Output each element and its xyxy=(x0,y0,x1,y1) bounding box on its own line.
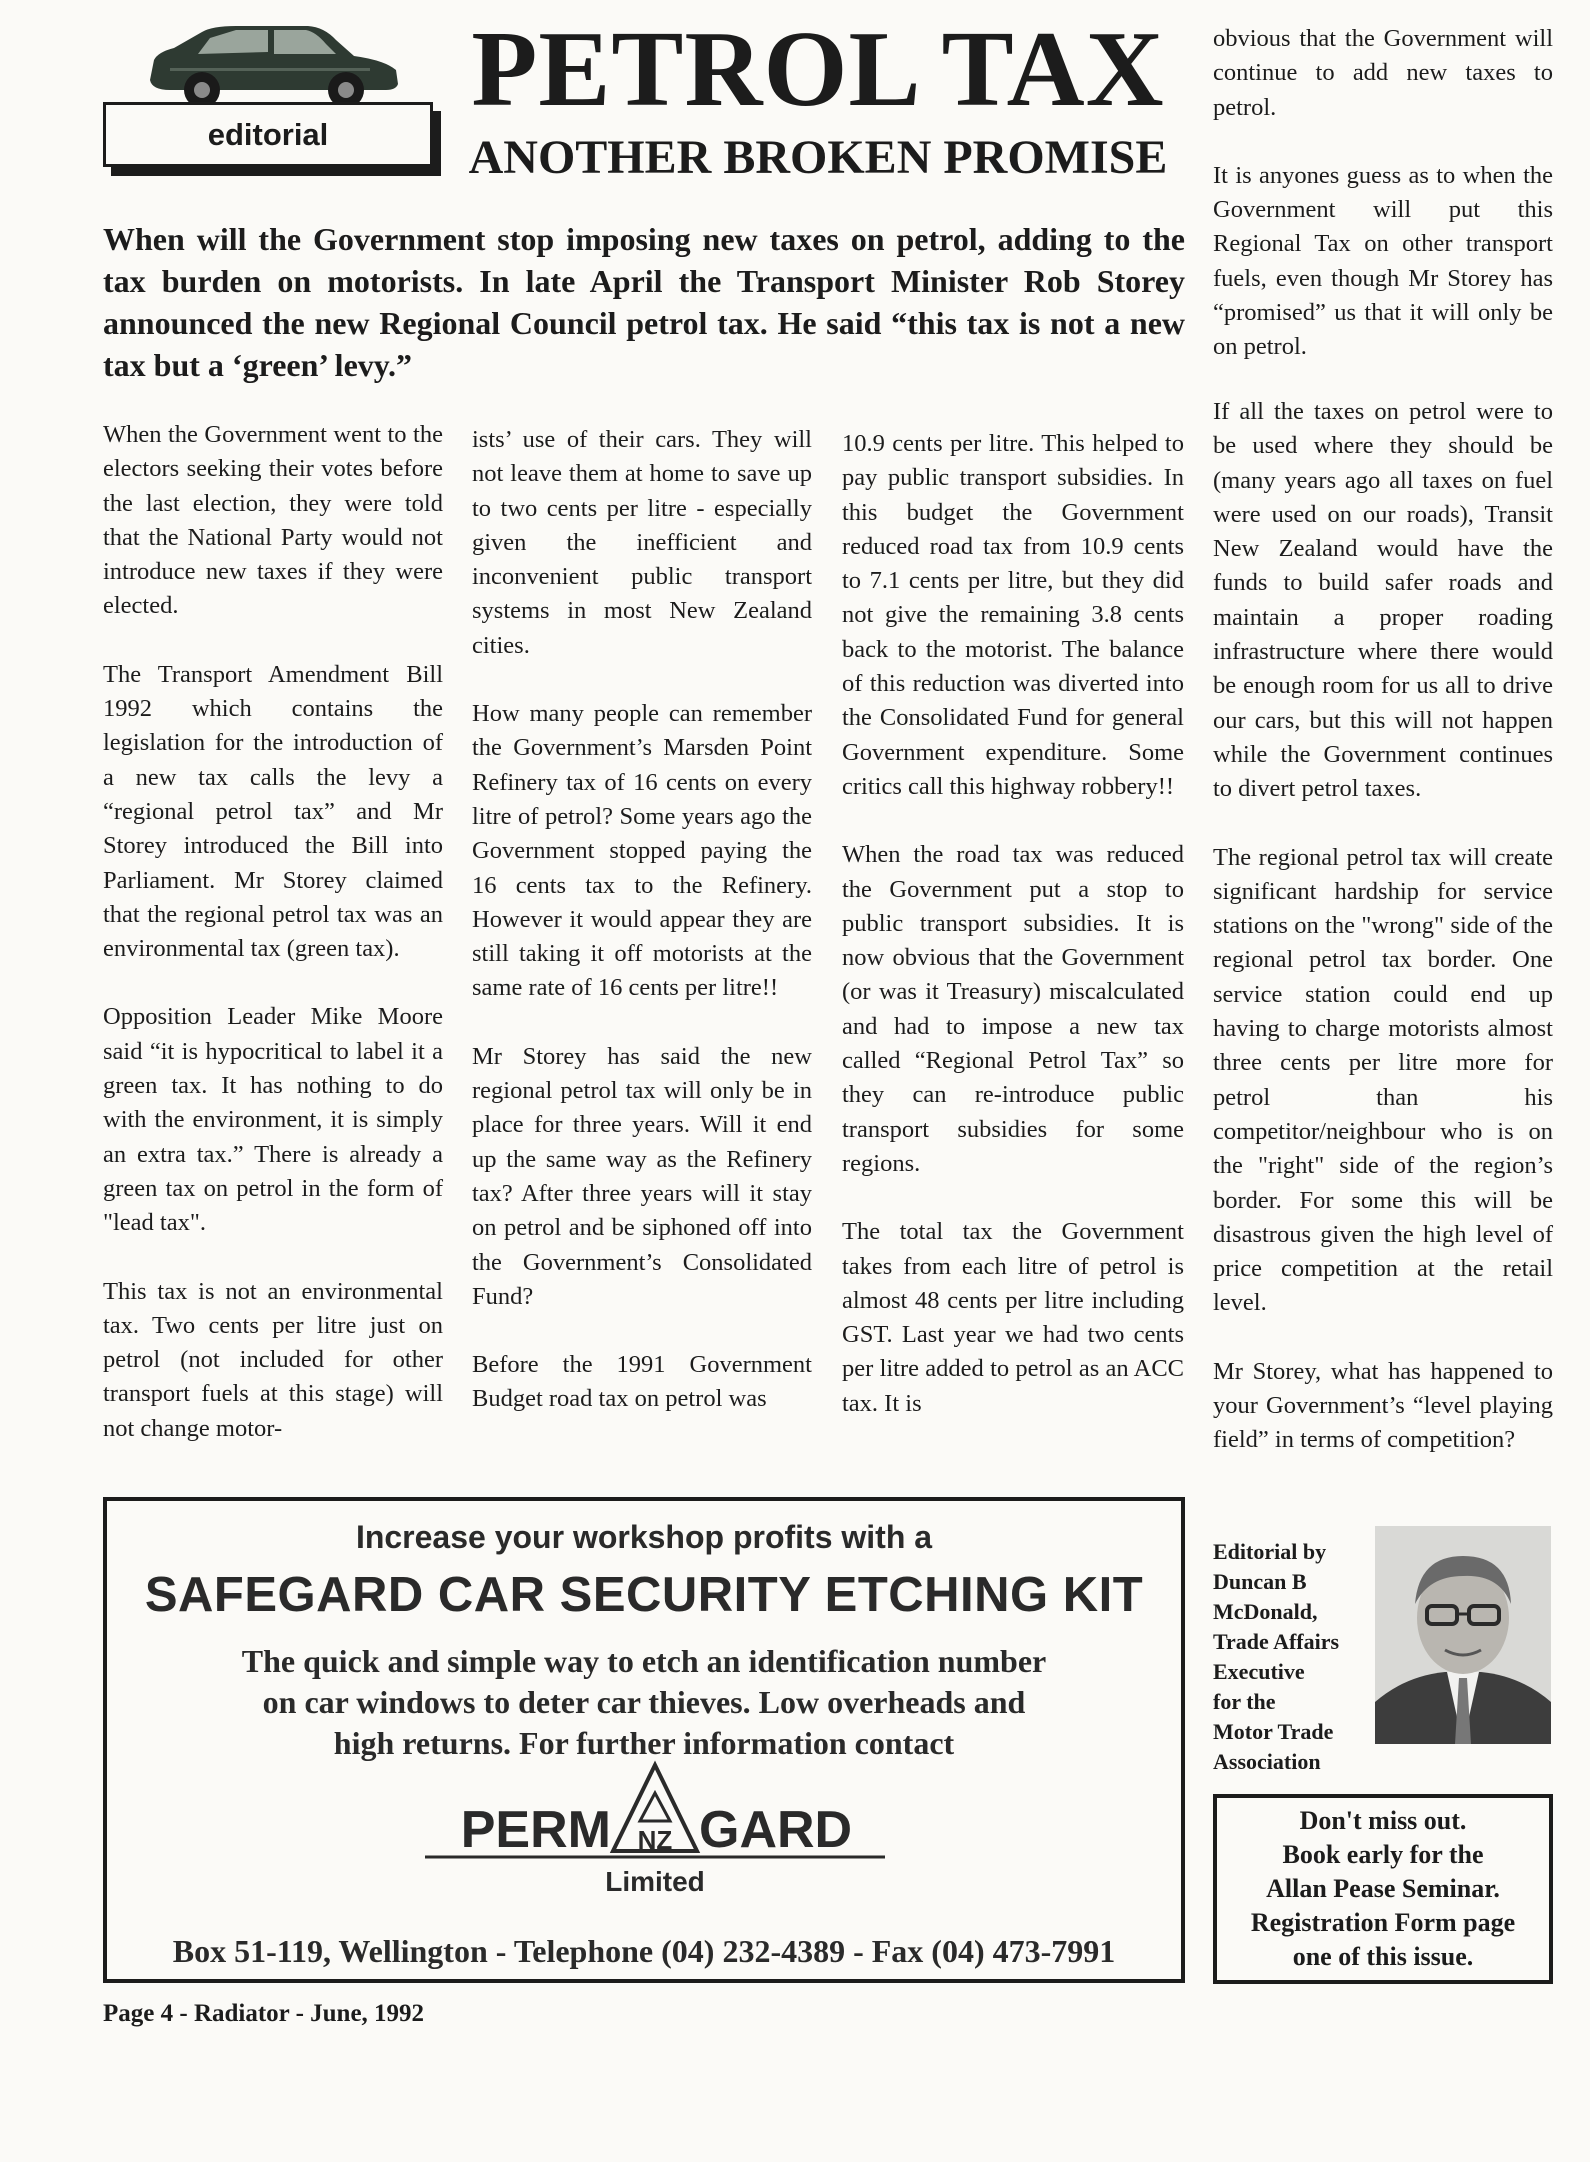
byline-line: Editorial by xyxy=(1213,1539,1327,1564)
headline: PETROL TAX xyxy=(471,10,1165,129)
paragraph: Before the 1991 Government Budget road tax on petrol was xyxy=(472,1351,812,1413)
ad-tagline: Increase your workshop profits with a xyxy=(355,1519,933,1555)
article-column-3 xyxy=(842,427,1184,1421)
seminar-promo-box xyxy=(1213,1794,1553,1984)
logo-text-right: GARD xyxy=(699,1801,853,1859)
paragraph: Opposition Leader Mike Moore said “it is hypocritical to label it a green tax. It has nothing to do with the environment, it is simply an extra tax.” There is already a green tax on petrol in the form of "lead tax". xyxy=(103,1003,443,1237)
paragraph: How many people can remember the Government’s Marsden Point Refinery tax of 16 cents on every litre of petrol? Some years ago the Government stopped paying the 16 cents tax to the Refinery. However it would appear they are still taking it off motorists at the same rate of 16 cents per litre!! xyxy=(472,700,812,1002)
paragraph: The regional petrol tax will create significant hardship for service stations on the "wrong" side of the regional petrol tax border. One service station could end up having to charge motorists almost three cents per litre more for petrol than his competitor/neighbour who is on the "right" side of the region’s border. For some this will be disastrous given the high level of price competition at the retail level. xyxy=(1213,843,1553,1317)
intro-paragraph: When will the Government stop imposing new taxes on petrol, adding to the tax burden on motorists. In late April the Transport Minister Rob Storey announced the new Regional Council petrol tax. He said “this tax is not a new tax but a ‘green’ levy.” xyxy=(103,221,1185,383)
ad-contact: Box 51-119, Wellington - Telephone (04) 232-4389 - Fax (04) 473-7991 xyxy=(172,1933,1116,1969)
paragraph: This tax is not an environmental tax. Two cents per litre just on petrol (not included for other transport fuels at this stage) will not change motor- xyxy=(103,1277,443,1442)
paragraph: obvious that the Government will continue to add new taxes to petrol. xyxy=(1213,25,1553,121)
paragraph: Mr Storey, what has happened to your Government’s “level playing field” in terms of competition? xyxy=(1213,1357,1553,1454)
paragraph: When the Government went to the electors seeking their votes before the last election, they were told that the National Party would not introduce new taxes if they were elected. xyxy=(103,421,443,620)
author-photo-icon xyxy=(1375,1526,1551,1744)
logo-inner-triangle-icon xyxy=(640,1793,670,1821)
paragraph: It is anyones guess as to when the Government will put this Regional Tax on other transport fuels, even though Mr Storey has “promised” us that it will only be on petrol. xyxy=(1213,161,1553,361)
byline-line: Association xyxy=(1213,1749,1321,1774)
article-column-2 xyxy=(472,423,812,1417)
byline xyxy=(1213,1537,1373,1777)
ad-title: SAFEGARD CAR SECURITY ETCHING KIT xyxy=(144,1568,1144,1622)
promo-line: Book early for the xyxy=(1282,1840,1484,1869)
permagard-logo xyxy=(425,1759,885,1909)
paragraph: The Transport Amendment Bill 1992 which contains the legislation for the introduction of a new tax calls the levy a “regional petrol tax” and Mr Storey introduced the Bill into Parliament. Mr Storey claimed that the regional petrol tax was an environmental tax (green tax). xyxy=(103,660,443,963)
ad-description-line: on car windows to deter car thieves. Low overheads and xyxy=(262,1684,1026,1720)
paragraph: ists’ use of their cars. They will not leave them at home to save up to two cents per litre - especially given the inefficient and inconvenient public transport systems in most New Zealand cities. xyxy=(472,426,812,659)
promo-line: Allan Pease Seminar. xyxy=(1266,1874,1500,1903)
byline-line: for the xyxy=(1213,1689,1276,1714)
subheadline: ANOTHER BROKEN PROMISE xyxy=(468,131,1168,184)
paragraph: The total tax the Government takes from each litre of petrol is almost 48 cents per litre including GST. Last year we had two cents per litre added to petrol as an ACC tax. It is xyxy=(842,1218,1184,1417)
ad-description-line: The quick and simple way to etch an identification number xyxy=(241,1643,1047,1679)
byline-line: Executive xyxy=(1213,1659,1305,1684)
paragraph: 10.9 cents per litre. This helped to pay public transport subsidies. In this budget the Government reduced road tax from 10.9 cents to 7.1 cents per litre, but they did not give the remaining 3.8 cents back to the motorist. The balance of this reduction was diverted into the Consolidated Fund for general Government expenditure. Some critics call this highway robbery!! xyxy=(842,430,1184,800)
logo-text-mid: NZ xyxy=(637,1825,673,1855)
article-column-4-bottom xyxy=(1213,395,1553,1458)
byline-line: Duncan B xyxy=(1213,1569,1307,1594)
logo-subtitle: Limited xyxy=(605,1866,705,1897)
paragraph: Mr Storey has said the new regional petrol tax will only be in place for three years. Will it end up the same way as the Refinery tax? After three years will it stay on petrol and be siphoned off into the Government’s Consolidated Fund? xyxy=(472,1042,812,1310)
article-column-4-top xyxy=(1213,22,1553,365)
logo-text-left: PERM xyxy=(460,1801,611,1859)
ad-description-line: high returns. For further information contact xyxy=(333,1725,955,1761)
section-label: editorial xyxy=(103,102,433,167)
byline-line: McDonald, xyxy=(1213,1599,1318,1624)
page-footer: Page 4 - Radiator - June, 1992 xyxy=(103,2000,425,2027)
advertisement xyxy=(103,1497,1185,1983)
paragraph: If all the taxes on petrol were to be used where they should be (many years ago all taxes on fuel were used on our roads), Transit New Zealand would have the funds to build safer roads and maintain a proper roading infrastructure where there would be enough room for us all to drive our cars, but this will not happen while the Government continues to divert petrol taxes. xyxy=(1213,398,1553,803)
ad-description xyxy=(167,1641,1121,1764)
byline-line: Motor Trade xyxy=(1213,1719,1334,1744)
promo-line: one of this issue. xyxy=(1292,1942,1474,1971)
paragraph: When the road tax was reduced the Government put a stop to public transport subsidies. It is now obvious that the Government (or was it Treasury) miscalculated and had to impose a new tax called “Regional Petrol Tax” so they can re-introduce public transport subsidies for some regions. xyxy=(842,841,1184,1177)
promo-line: Registration Form page xyxy=(1250,1908,1516,1937)
promo-line: Don't miss out. xyxy=(1299,1806,1467,1835)
article-column-1 xyxy=(103,418,443,1446)
byline-line: Trade Affairs xyxy=(1213,1629,1340,1654)
car-icon xyxy=(140,18,402,110)
